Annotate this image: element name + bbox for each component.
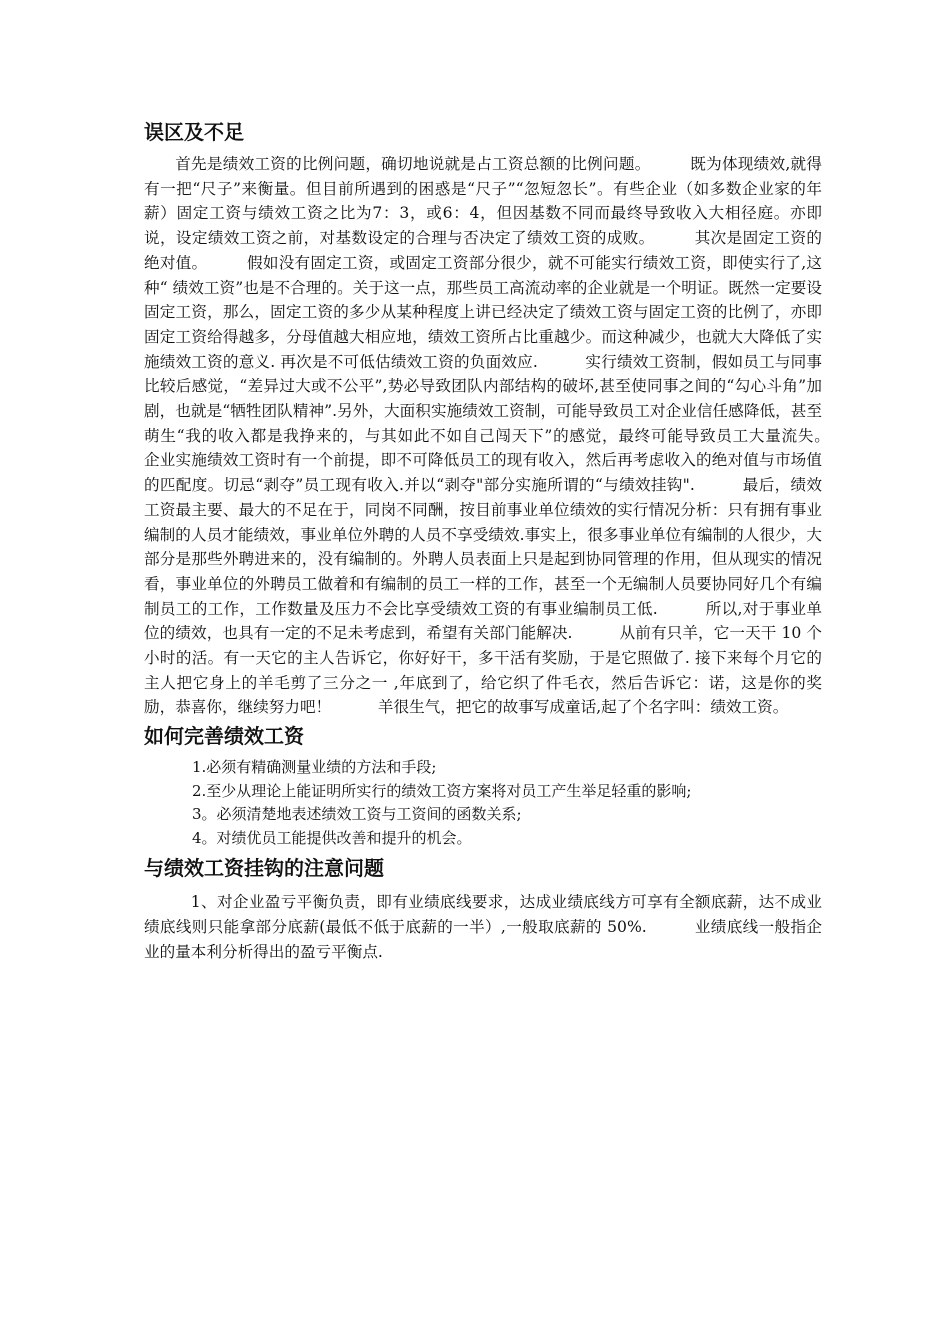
list-item: 1.必须有精确测量业绩的方法和手段; <box>192 758 437 777</box>
improvement-list <box>144 756 822 850</box>
section-heading-improve: 如何完善绩效工资 <box>144 724 304 749</box>
section-heading-notes: 与绩效工资挂钩的注意问题 <box>144 856 384 881</box>
list-item: 4。对绩优员工能提供改善和提升的机会。 <box>192 828 472 847</box>
list-item: 2.至少从理论上能证明所实行的绩效工资方案将对员工产生举足轻重的影响; <box>192 781 692 800</box>
section-heading-pitfalls: 误区及不足 <box>144 120 244 144</box>
list-item: 3。必须清楚地表述绩效工资与工资间的函数关系; <box>192 805 522 824</box>
document-page <box>144 118 869 964</box>
section-paragraph-notes: 1、对企业盈亏平衡负责，即有业绩底线要求，达成业绩底线方可享有全额底薪，达不成业绩底线则只能拿部分底薪(最低不低于底薪的一半）,一般取底薪的 50%. 业绩底线一般指企业的量本利分析得出的盈亏平衡点. <box>144 893 822 961</box>
section-paragraph-pitfalls: 首先是绩效工资的比例问题，确切地说就是占工资总额的比例问题。 既为体现绩效,就得有一把“尺子”来衡量。但目前所遇到的困惑是“尺子”“忽短忽长”。有些企业（如多数企业家的年薪）固定工资与绩效工资之比为7：3，或6：4，但因基数不同而最终导致收入大相径庭。亦即说，设定绩效工资之前，对基数设定的合理与否决定了绩效工资的成败。 其次是固定工资的绝对值。 假如没有固定工资，或固定工资部分很少，就不可能实行绩效工资，即使实行了,这种“ 绩效工资”也是不合理的。关于这一点，那些员工高流动率的企业就是一个明证。既然一定要设固定工资，那么，固定工资的多少从某种程度上讲已经决定了绩效工资与固定工资的比例了，亦即固定工资给得越多，分母值越大相应地，绩效工资所占比重越少。而这种减少，也就大大降低了实施绩效工资的意义. 再次是不可低估绩效工资的负面效应. 实行绩效工资制，假如员工与同事比较后感觉，“差异过大或不公平”,势必导致团队内部结构的破坏,甚至使同事之间的“勾心斗角”加剧，也就是“牺牲团队精神”.另外，大面积实施绩效工资制，可能导致员工对企业信任感降低，甚至萌生“我的收入都是我挣来的，与其如此不如自己闯天下”的感觉，最终可能导致员工大量流失。 企业实施绩效工资时有一个前提，即不可降低员工的现有收入，然后再考虑收入的绝对值与市场值的匹配度。切忌“剥夺”员工现有收入.并以“剥夺"部分实施所谓的“与绩效挂钩". 最后，绩效工资最主要、最大的不足在于，同岗不同酬，按目前事业单位绩效的实行情况分析：只有拥有事业编制的人员才能绩效，事业单位外聘的人员不享受绩效.事实上，很多事业单位有编制的人很少，大部分是那些外聘进来的，没有编制的。外聘人员表面上只是起到协同管理的作用，但从现实的情况看，事业单位的外聘员工做着和有编制的员工一样的工作，甚至一个无编制人员要协同好几个有编制员工的工作，工作数量及压力不会比享受绩效工资的有事业编制员工低. 所以,对于事业单位的绩效，也具有一定的不足未考虑到，希望有关部门能解决. 从前有只羊，它一天干 10 个小时的活。有一天它的主人告诉它，你好好干，多干活有奖励，于是它照做了. 接下来每个月它的主人把它身上的羊毛剪了三分之一 ,年底到了，给它织了件毛衣，然后告诉它：诺，这是你的奖励，恭喜你，继续努力吧！ 羊很生气，把它的故事写成童话,起了个名字叫：绩效工资。 <box>144 155 869 717</box>
